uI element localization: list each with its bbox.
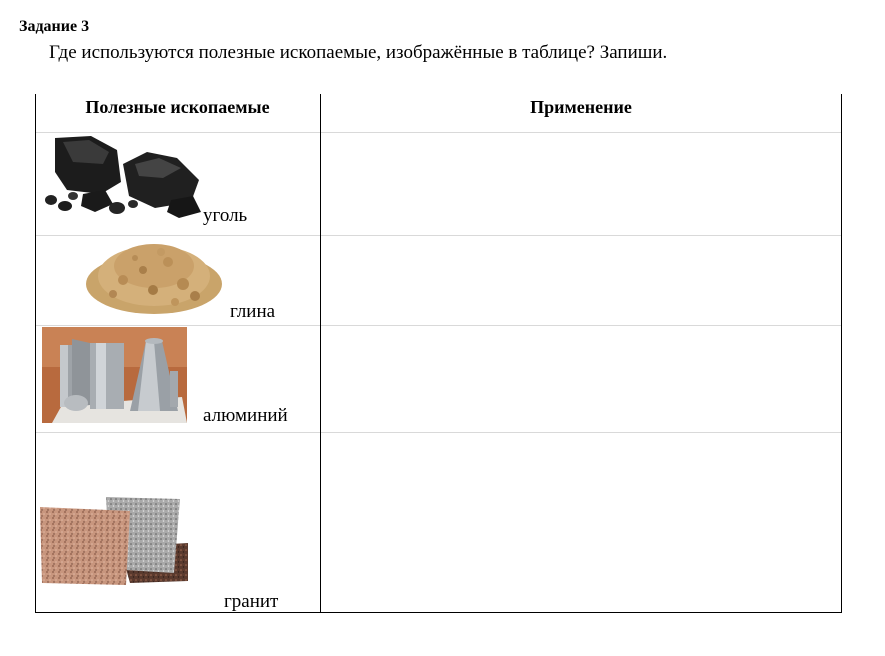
table-border-right	[841, 94, 842, 613]
mineral-label-aluminum: алюминий	[203, 405, 288, 426]
row-divider-header	[35, 132, 842, 133]
mineral-label-granite: гранит	[224, 591, 279, 612]
table-border-bottom	[35, 612, 842, 613]
mineral-label-clay: глина	[230, 301, 276, 322]
row-divider-3	[35, 432, 842, 433]
aluminum-image	[42, 327, 187, 423]
header-usage: Применение	[530, 97, 632, 117]
task-title: Задание 3	[19, 18, 90, 35]
minerals-table	[35, 94, 842, 613]
mineral-label-coal: уголь	[203, 205, 248, 226]
table-border-left	[35, 94, 36, 613]
coal-image	[43, 134, 203, 222]
row-divider-2	[35, 325, 842, 326]
usage-cell-granite[interactable]	[322, 434, 840, 611]
granite-image	[40, 493, 190, 589]
table-border-middle	[320, 94, 321, 613]
task-question: Где используются полезные ископаемые, изображённые в таблице? Запиши.	[49, 42, 668, 63]
clay-image	[83, 240, 225, 318]
header-minerals: Полезные ископаемые	[85, 97, 270, 117]
row-divider-1	[35, 235, 842, 236]
usage-cell-coal[interactable]	[322, 134, 840, 234]
usage-cell-aluminum[interactable]	[322, 327, 840, 431]
usage-cell-clay[interactable]	[322, 237, 840, 324]
